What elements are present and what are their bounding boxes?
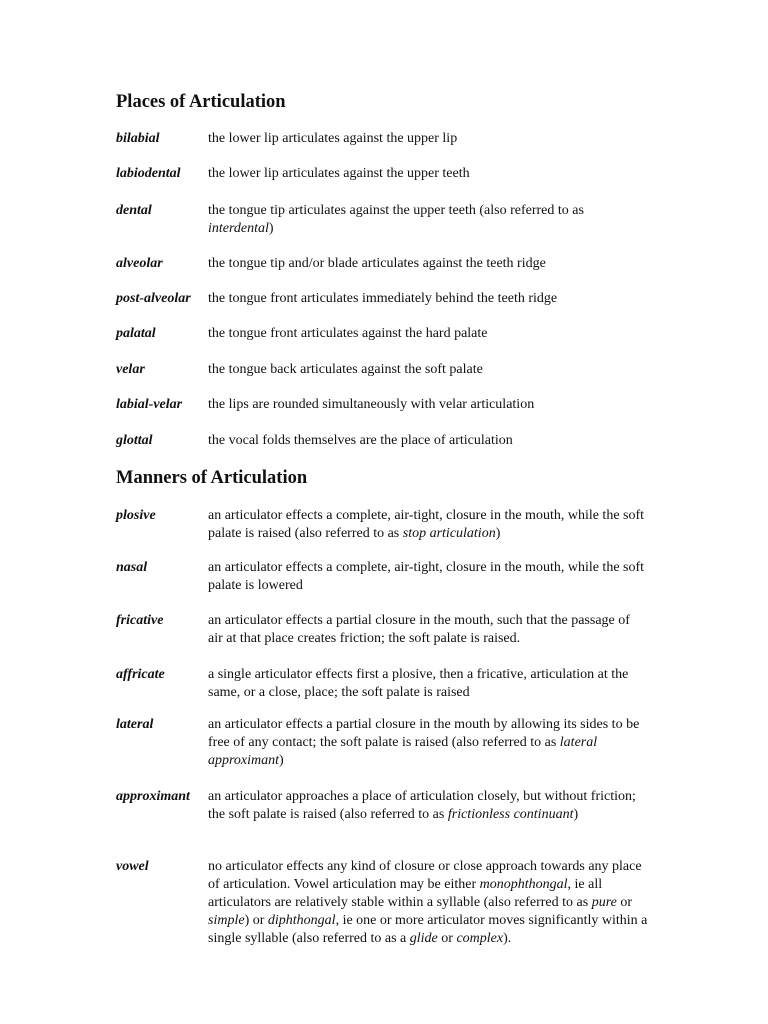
definition-text: the tongue front articulates immediately behind the teeth ridge [208, 291, 558, 306]
definition-text: the lips are rounded simultaneously with velar articulation [208, 397, 535, 412]
term: palatal [116, 326, 156, 341]
term: bilabial [116, 131, 160, 146]
definition-text: ). [503, 931, 512, 946]
term: approximant [116, 789, 190, 804]
definition-italic-text: complex [456, 931, 504, 946]
definition-text: the tongue back articulates against the soft palate [208, 362, 483, 377]
term: lateral [116, 717, 154, 732]
definition-italic-text: frictionless continuant [447, 807, 574, 822]
definition [208, 788, 648, 824]
definition-text: the tongue tip articulates against the upper teeth (also referred to as [208, 203, 584, 218]
definition-text: , ie one or more articulator moves significantly within a single syllable (also referred to as a [208, 913, 648, 946]
definition-italic-text: monophthongal [479, 877, 568, 892]
definition-text: the vocal folds themselves are the place of articulation [208, 433, 513, 448]
definition [208, 612, 648, 648]
definition-text: the lower lip articulates against the upper lip [208, 131, 458, 146]
definition-text: an articulator approaches a place of articulation closely, but without friction; the soft palate is raised (also referred to as [208, 789, 636, 822]
term: dental [116, 203, 152, 218]
definition [208, 396, 648, 414]
term: post-alveolar [116, 291, 191, 306]
definition-text: ) [268, 221, 274, 236]
definition-text: ) [573, 807, 579, 822]
term: velar [116, 362, 145, 377]
term: affricate [116, 667, 165, 682]
definition-text: or [616, 895, 633, 910]
term: nasal [116, 560, 148, 575]
manners-heading: Manners of Articulation [116, 468, 308, 488]
definition [208, 559, 648, 595]
definition [208, 666, 648, 702]
definition-text: ) or [244, 913, 268, 928]
definition-text: the tongue front articulates against the hard palate [208, 326, 488, 341]
definition [208, 361, 648, 379]
definition-text: an articulator effects a partial closure in the mouth by allowing its sides to be free of any contact; the soft palate is raised (also referred to as [208, 717, 640, 750]
definition-italic-text: glide [409, 931, 438, 946]
definition-text: an articulator effects a complete, air-tight, closure in the mouth, while the soft palate is lowered [208, 560, 645, 593]
definition-text: the tongue tip and/or blade articulates against the teeth ridge [208, 256, 546, 271]
definition-text: an articulator effects a complete, air-tight, closure in the mouth, while the soft palate is raised (also referred to as [208, 508, 645, 541]
term: glottal [116, 433, 153, 448]
definition [208, 325, 648, 343]
term: alveolar [116, 256, 163, 271]
definition-italic-text: simple [208, 913, 245, 928]
definition-italic-text: interdental [208, 221, 269, 236]
definition-text: a single articulator effects first a plosive, then a fricative, articulation at the same, or a close, place; the soft palate is raised [208, 667, 629, 700]
definition [208, 507, 648, 543]
term: plosive [116, 508, 156, 523]
definition-text: the lower lip articulates against the upper teeth [208, 166, 470, 181]
definition [208, 858, 648, 948]
term: labiodental [116, 166, 181, 181]
places-heading: Places of Articulation [116, 92, 286, 112]
definition-text: ) [495, 526, 501, 541]
definition-text: , ie all articulators are relatively stable within a syllable (also referred to as [208, 877, 603, 910]
definition [208, 165, 648, 183]
definition-italic-text: pure [591, 895, 617, 910]
definition-text: or [437, 931, 457, 946]
definition-text: no articulator effects any kind of closure or close approach towards any place of articulation. Vowel articulation may be either [208, 859, 642, 892]
term: vowel [116, 859, 149, 874]
definition [208, 290, 648, 308]
definition [208, 130, 648, 148]
definition-italic-text: diphthongal [267, 913, 336, 928]
term: fricative [116, 613, 164, 628]
definition-italic-text: stop articulation [402, 526, 496, 541]
definition-italic-text: lateral approximant [208, 735, 598, 768]
definition [208, 716, 648, 770]
definition [208, 202, 648, 238]
definition [208, 255, 648, 273]
definition-text: an articulator effects a partial closure in the mouth, such that the passage of air at that place creates friction; the soft palate is raised. [208, 613, 630, 646]
definition [208, 432, 648, 450]
definition-text: ) [279, 753, 284, 768]
term: labial-velar [116, 397, 183, 412]
